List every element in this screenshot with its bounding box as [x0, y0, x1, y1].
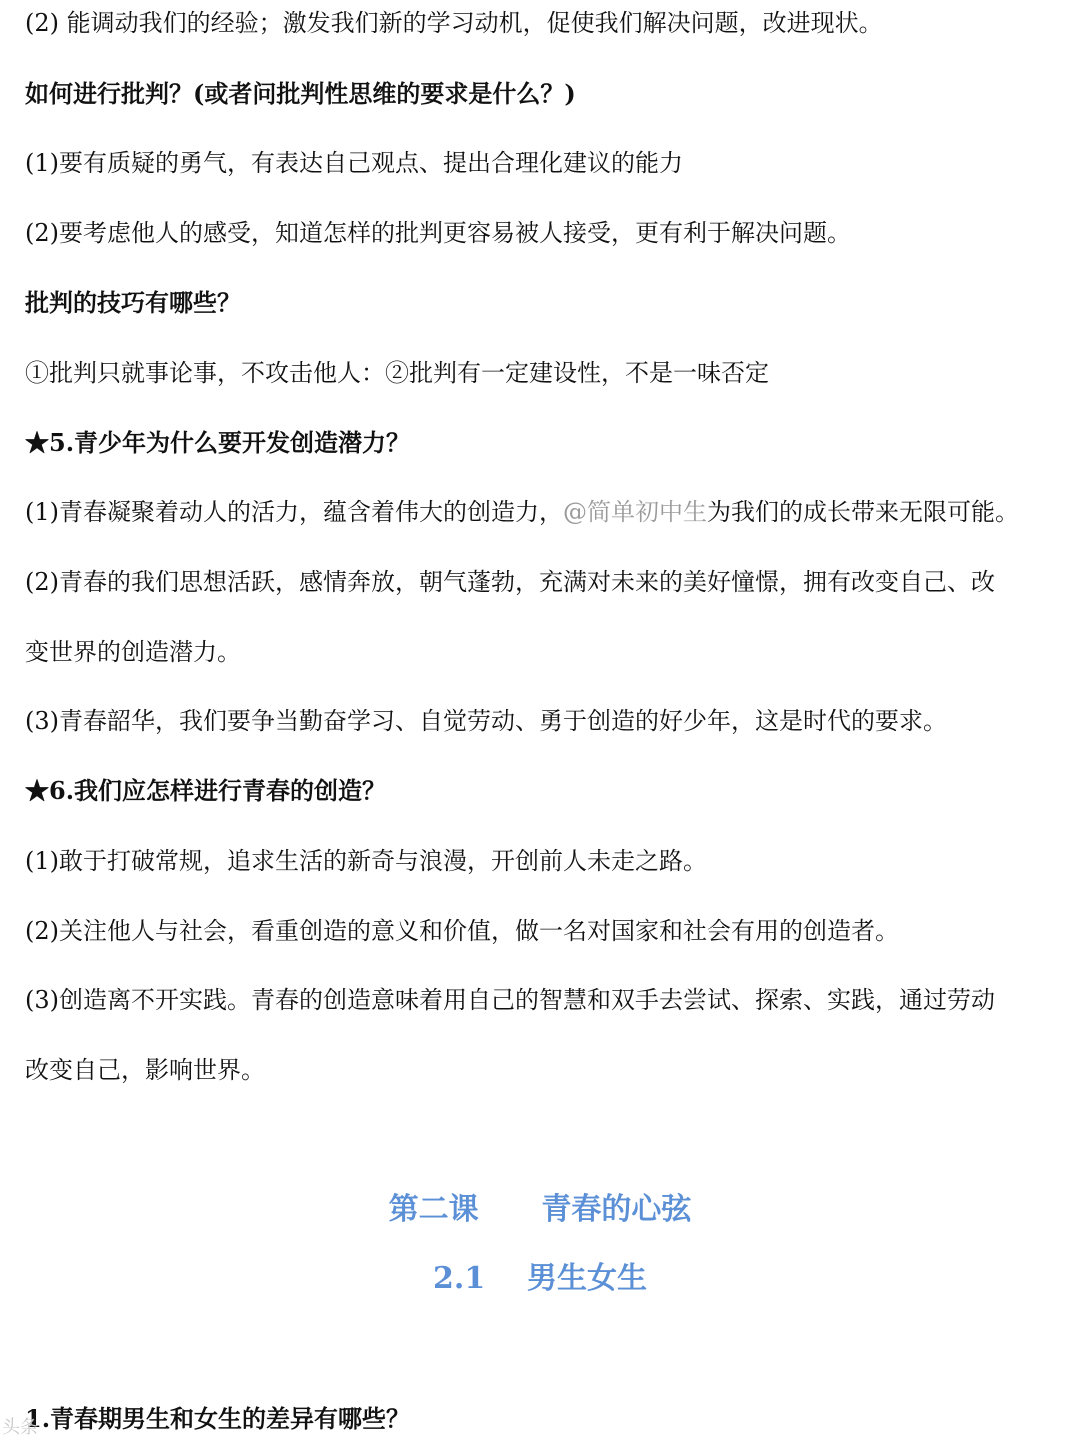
inline-watermark: @简单初中生 — [563, 498, 707, 526]
lesson-title: 第二课 青春的心弦 — [388, 1192, 692, 1227]
text-line: (2)关注他人与社会，看重创造的意义和价值，做一名对国家和社会有用的创造者。 — [25, 917, 899, 945]
question-heading: ★6.我们应怎样进行青春的创造？ — [25, 776, 387, 805]
text-segment: 为我们的成长带来无限可能。 — [707, 498, 1019, 526]
corner-watermark: 头条 — [2, 1417, 38, 1438]
text-line: ①批判只就事论事，不攻击他人：②批判有一定建设性，不是一味否定 — [25, 359, 769, 387]
text-line: (3)创造离不开实践。青春的创造意味着用自己的智慧和双手去尝试、探索、实践，通过劳动 — [25, 986, 995, 1014]
text-line: (2)青春的我们思想活跃，感情奔放，朝气蓬勃，充满对未来的美好憧憬，拥有改变自己、改 — [25, 568, 995, 596]
text-line: (3)青春韶华，我们要争当勤奋学习、自觉劳动、勇于创造的好少年，这是时代的要求。 — [25, 707, 947, 735]
question-heading: 批判的技巧有哪些？ — [25, 288, 241, 317]
text-line: (2) 能调动我们的经验；激发我们新的学习动机，促使我们解决问题，改进现状。 — [25, 9, 883, 37]
question-heading: 1.青春期男生和女生的差异有哪些？ — [25, 1404, 411, 1433]
text-line: (1)敢于打破常规，追求生活的新奇与浪漫，开创前人未走之路。 — [25, 847, 707, 875]
text-line: 变世界的创造潜力。 — [25, 638, 241, 666]
text-line: (2)要考虑他人的感受，知道怎样的批判更容易被人接受，更有利于解决问题。 — [25, 219, 851, 247]
text-line: 改变自己，影响世界。 — [25, 1056, 265, 1084]
question-heading: ★5.青少年为什么要开发创造潜力？ — [25, 428, 411, 457]
section-title: 2.1 男生女生 — [433, 1261, 647, 1296]
question-heading: 如何进行批判？(或者问批判性思维的要求是什么？) — [25, 79, 576, 108]
text-line — [25, 495, 1019, 529]
text-segment: (1)青春凝聚着动人的活力，蕴含着伟大的创造力， — [25, 498, 563, 526]
text-line: (1)要有质疑的勇气，有表达自己观点、提出合理化建议的能力 — [25, 149, 683, 177]
